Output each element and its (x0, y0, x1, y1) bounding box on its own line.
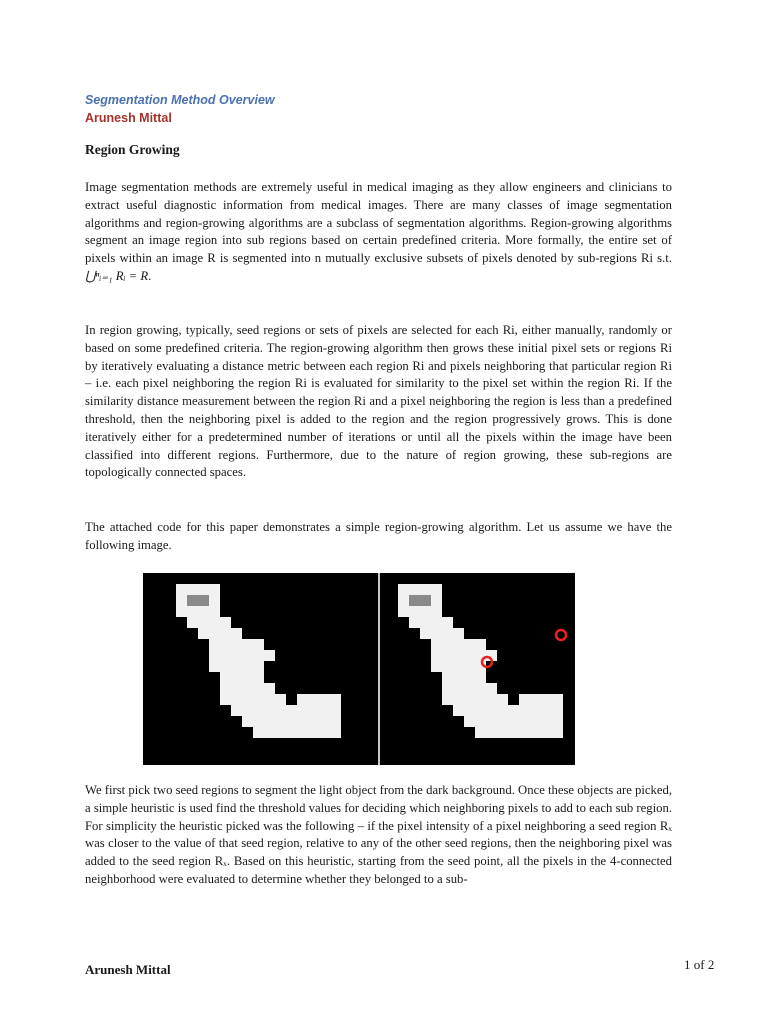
image-pixel (409, 584, 420, 595)
image-pixel (264, 683, 275, 694)
image-pixel (231, 628, 242, 639)
section-heading: Region Growing (85, 142, 180, 157)
image-pixel (464, 694, 475, 705)
image-pixel (308, 694, 319, 705)
image-pixel (409, 595, 420, 606)
union-formula: ⋃ⁿᵢ₌₁ Rᵢ = R (85, 268, 149, 283)
image-pixel (176, 595, 187, 606)
image-pixel (530, 716, 541, 727)
image-pixel (552, 705, 563, 716)
image-pixel (398, 606, 409, 617)
image-pixel (508, 716, 519, 727)
image-pixel (486, 683, 497, 694)
image-pixel (508, 705, 519, 716)
image-pixel (420, 595, 431, 606)
image-pixel (176, 606, 187, 617)
image-pixel (220, 683, 231, 694)
image-pixel (198, 628, 209, 639)
image-pixel (286, 716, 297, 727)
image-pixel (519, 705, 530, 716)
image-pixel (519, 727, 530, 738)
image-pixel (453, 683, 464, 694)
image-pixel (464, 661, 475, 672)
image-pixel (497, 727, 508, 738)
image-pixel (275, 694, 286, 705)
image-pixel (253, 661, 264, 672)
image-pixel (431, 584, 442, 595)
image-pixel (253, 639, 264, 650)
image-pixel (319, 716, 330, 727)
image-pixel (453, 694, 464, 705)
image-pixel (464, 672, 475, 683)
image-pixel (264, 705, 275, 716)
image-pixel (530, 727, 541, 738)
image-pixel (409, 606, 420, 617)
image-pixel (442, 661, 453, 672)
image-pixel (253, 727, 264, 738)
image-pixel (220, 661, 231, 672)
image-pixel (209, 639, 220, 650)
image-pixel (220, 617, 231, 628)
image-pixel (231, 639, 242, 650)
image-pixel (453, 628, 464, 639)
image-pixel (464, 650, 475, 661)
image-pixel (519, 716, 530, 727)
image-pixel (253, 650, 264, 661)
image-pixel (308, 727, 319, 738)
image-pixel (275, 727, 286, 738)
image-pixel (242, 716, 253, 727)
image-pixel (442, 617, 453, 628)
image-pixel (431, 661, 442, 672)
image-pixel (330, 705, 341, 716)
image-pixel (475, 716, 486, 727)
image-pixel (486, 716, 497, 727)
image-pixel (464, 639, 475, 650)
image-pixel (297, 705, 308, 716)
image-pixel (253, 716, 264, 727)
image-pixel (475, 650, 486, 661)
image-pixel (442, 672, 453, 683)
image-pixel (442, 694, 453, 705)
image-pixel (242, 705, 253, 716)
image-pixel (308, 705, 319, 716)
paragraph-attached-code: The attached code for this paper demonstrates a simple region-growing algorithm. Let us assume we have the following image. (85, 520, 672, 552)
image-pixel (231, 672, 242, 683)
image-pixel (497, 705, 508, 716)
image-pixel (398, 584, 409, 595)
image-pixel (209, 584, 220, 595)
image-pixel (187, 606, 198, 617)
image-pixel (442, 683, 453, 694)
image-pixel (541, 694, 552, 705)
image-pixel (220, 639, 231, 650)
image-pixel (398, 595, 409, 606)
image-pixel (209, 628, 220, 639)
image-pixel (264, 650, 275, 661)
paragraph-intro-end: . (148, 268, 152, 283)
seeded-image (380, 573, 575, 765)
image-pixel (541, 705, 552, 716)
image-pixel (486, 705, 497, 716)
document-author: Arunesh Mittal (85, 111, 172, 125)
image-pixel (541, 716, 552, 727)
image-pixel (209, 606, 220, 617)
image-pixel (209, 661, 220, 672)
image-pixel (297, 694, 308, 705)
image-pixel (275, 705, 286, 716)
image-pixel (464, 716, 475, 727)
image-pixel (330, 727, 341, 738)
paragraph-seed-selection: We first pick two seed regions to segment the light object from the dark background. Once these objects are picked, a simple heuristic is used find the threshold values for deciding which neighboring pixels to add to each sub region. For simplicity the heuristic picked was the following – if the pixel intensity of a pixel neighboring a seed region Rₓ was closer to the value of that seed region, relative to any of the other seed regions, then the neighboring pixel was added to the seed region Rₓ. Based on this heuristic, starting from the seed point, all the pixels in the 4-connected neighborhood were evaluated to determine whether they belonged to a sub- (85, 783, 673, 886)
image-pixel (198, 606, 209, 617)
image-pixel (319, 705, 330, 716)
image-pixel (253, 705, 264, 716)
image-pixel (242, 650, 253, 661)
image-pixel (176, 584, 187, 595)
original-image (143, 573, 378, 765)
image-pixel (508, 727, 519, 738)
example-figure (143, 573, 575, 765)
image-pixel (420, 606, 431, 617)
image-pixel (431, 628, 442, 639)
image-pixel (431, 606, 442, 617)
image-pixel (486, 727, 497, 738)
image-pixel (330, 716, 341, 727)
image-pixel (475, 705, 486, 716)
image-pixel (442, 650, 453, 661)
image-pixel (519, 694, 530, 705)
image-pixel (552, 694, 563, 705)
image-pixel (552, 716, 563, 727)
image-pixel (530, 694, 541, 705)
image-pixel (198, 617, 209, 628)
paragraph-region-growing: In region growing, typically, seed regions or sets of pixels are selected for each Ri, either manually, randomly or based on some predefined criteria. The region-growing algorithm then grows these initial pixel sets or regions Ri by iteratively evaluating a distance metric between each region Ri and pixels neighboring that particular region Ri – i.e. each pixel neighboring the region Ri is evaluated for similarity to the pixel set within the region Ri. If the similarity distance measurement between the region Ri and a pixel neighboring the region is less than a predefined threshold, then the neighboring pixel is added to the region and the region progressively grows. This is done iteratively either for a predetermined number of iterations or until all the pixels within the image have been classified into different regions. Furthermore, due to the nature of region growing, these sub-regions are topologically connected spaces. (85, 323, 672, 480)
paragraph-intro-text: Image segmentation methods are extremely useful in medical imaging as they allow engineers and clinicians to extract useful diagnostic information from medical images. There are many classes of image segmentation algorithms and region-growing algorithms are a subclass of segmentation algorithms. Region-growing algorithms segment an image region into sub regions based on certain predefined criteria. More formally, the entire set of pixels within an image R is segmented into n mutually exclusive subsets of pixels denoted by sub-regions Ri s.t. (85, 180, 672, 266)
image-pixel (242, 672, 253, 683)
image-pixel (453, 639, 464, 650)
image-pixel (286, 727, 297, 738)
image-pixel (187, 595, 198, 606)
image-pixel (420, 628, 431, 639)
image-pixel (475, 727, 486, 738)
image-pixel (231, 650, 242, 661)
image-pixel (420, 617, 431, 628)
footer-author: Arunesh Mittal (85, 962, 171, 977)
image-pixel (431, 595, 442, 606)
image-pixel (231, 705, 242, 716)
image-pixel (209, 617, 220, 628)
image-pixel (453, 672, 464, 683)
image-pixel (253, 694, 264, 705)
image-pixel (431, 617, 442, 628)
image-pixel (209, 595, 220, 606)
image-pixel (453, 650, 464, 661)
image-pixel (453, 705, 464, 716)
image-pixel (220, 628, 231, 639)
image-pixel (486, 694, 497, 705)
image-pixel (198, 584, 209, 595)
image-pixel (308, 716, 319, 727)
image-pixel (231, 694, 242, 705)
image-pixel (475, 694, 486, 705)
image-pixel (264, 694, 275, 705)
image-pixel (242, 639, 253, 650)
image-pixel (264, 716, 275, 727)
image-pixel (497, 716, 508, 727)
image-pixel (187, 617, 198, 628)
image-pixel (431, 639, 442, 650)
paragraph-intro (85, 179, 672, 286)
image-pixel (497, 694, 508, 705)
image-pixel (187, 584, 198, 595)
image-pixel (319, 727, 330, 738)
seed-point-marker (556, 630, 566, 640)
image-pixel (231, 661, 242, 672)
document-title: Segmentation Method Overview (85, 93, 275, 107)
page-number: 1 of 2 (684, 957, 715, 972)
image-pixel (242, 661, 253, 672)
image-pixel (475, 683, 486, 694)
image-pixel (453, 661, 464, 672)
image-pixel (319, 694, 330, 705)
image-pixel (297, 727, 308, 738)
image-pixel (420, 584, 431, 595)
image-pixel (220, 694, 231, 705)
image-pixel (297, 716, 308, 727)
image-pixel (220, 672, 231, 683)
image-pixel (264, 727, 275, 738)
image-pixel (231, 683, 242, 694)
image-pixel (242, 683, 253, 694)
image-pixel (253, 672, 264, 683)
image-pixel (530, 705, 541, 716)
image-pixel (330, 694, 341, 705)
image-pixel (475, 672, 486, 683)
image-pixel (242, 694, 253, 705)
image-pixel (464, 705, 475, 716)
image-pixel (286, 705, 297, 716)
image-pixel (541, 727, 552, 738)
image-pixel (552, 727, 563, 738)
image-pixel (409, 617, 420, 628)
image-pixel (198, 595, 209, 606)
image-pixel (220, 650, 231, 661)
image-pixel (442, 628, 453, 639)
image-pixel (475, 639, 486, 650)
image-pixel (464, 683, 475, 694)
image-pixel (442, 639, 453, 650)
image-pixel (275, 716, 286, 727)
image-pixel (209, 650, 220, 661)
image-pixel (253, 683, 264, 694)
image-pixel (431, 650, 442, 661)
